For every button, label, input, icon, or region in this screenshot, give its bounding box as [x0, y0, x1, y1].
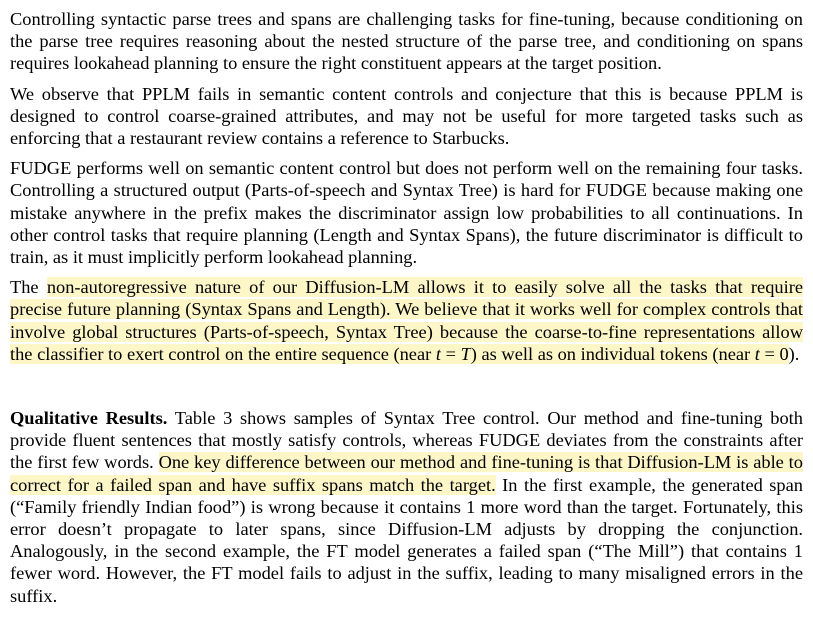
qualitative-results-text-1: Table 3 shows samples of Syntax Tree control. Our method and fine-tuning both provide fluent sentences that mostly satisfy controls, whereas FUDGE deviates from the constraints after the first few words. — [10, 408, 803, 473]
math-capital-t: T — [460, 343, 471, 364]
qualitative-results-text-2: In the first example, the generated span (“Family friendly Indian food”) is wrong because it contains 1 more word than the target. Fortunately, this error doesn’t propagate to later spans, since Diffusion-LM adjusts by dropping the conjunction. Analogously, in the second example, the FT model generates a failed span (“The Mill”) that contains 1 fewer word. However, the FT model fails to adjust in the suffix, leading to many misaligned errors in the suffix. — [10, 474, 803, 606]
highlight-individual-tokens: ) as well as on individual tokens (near — [470, 343, 755, 364]
paragraph-pplm — [10, 83, 803, 150]
paragraph-diffusion-lm-tail: ). — [788, 343, 800, 364]
paragraph-fudge-text: FUDGE performs well on semantic content control but does not perform well on the remaining four tasks. Controlling a structured output (Parts-of-speech and Syntax Tree) is hard for FUDGE because making one mistake anywhere in the prefix makes the discriminator assign low probabilities to all continuations. In other control tasks that require planning (Length and Syntax Spans), the future discriminator is difficult to train, as it must implicitly perform lookahead planning. — [10, 158, 803, 268]
qualitative-results-heading: Qualitative Results. — [10, 408, 168, 429]
math-t: t — [435, 343, 441, 364]
paragraph-fine-tuning — [10, 8, 803, 75]
paragraph-diffusion-lm — [10, 276, 803, 365]
paper-page — [10, 8, 803, 615]
math-t-second: t — [754, 343, 760, 364]
paragraph-pplm-text: We observe that PPLM fails in semantic content controls and conjecture that this is because PPLM is designed to control coarse-grained attributes, and may not be useful for more targeted tasks such as enforcing that a restaurant review contains a reference to Starbucks. — [10, 83, 803, 149]
math-equals: = — [440, 343, 461, 364]
paragraph-fudge — [10, 157, 803, 268]
highlight-non-autoregressive: non-autoregressive nature of our Diffusion-LM allows it to easily solve all the tasks that require precise future planning (Syntax Spans and Length). We believe that it works well for complex controls that involve global structures (Parts-of-speech, Syntax Tree) because the coarse-to-fine representations allow the classifier to exert control on the entire sequence (near — [10, 277, 803, 364]
paragraph-fine-tuning-text: Controlling syntactic parse trees and spans are challenging tasks for fine-tuning, because conditioning on the parse tree requires reasoning about the nested structure of the parse tree, and conditioning on spans requires lookahead planning to ensure the right constituent appears at the target position. — [10, 9, 803, 74]
paragraph-qualitative-results — [10, 407, 803, 607]
math-equals-zero: = 0 — [759, 343, 789, 364]
highlight-key-difference: One key difference between our method and fine-tuning is that Diffusion-LM is able to correct for a failed span and have suffix spans match the target. — [10, 452, 803, 495]
paragraph-diffusion-lm-lead: The — [10, 277, 47, 298]
